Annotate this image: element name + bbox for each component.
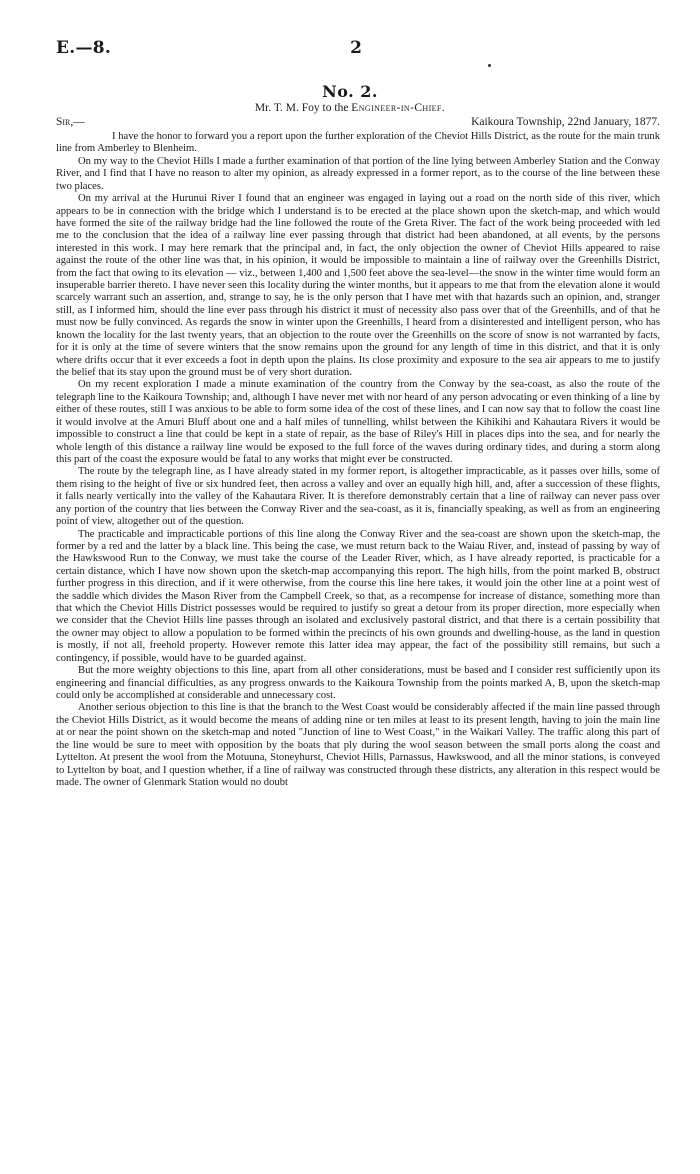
paragraph: Another serious objection to this line is that the branch to the West Coast would be considerably affected if the main line passed through the Cheviot Hills District, as it would become the means of adding nine or ten miles at least to its present length, having to join the main line at or near the point shown on the sketch-map and noted "Junction of line to West Coast," in the Waikari Valley. The traffic along this part of the line would be sure to meet with opposition by the boats that ply during the wool season between the small ports along the coast and Lyttelton. At present the wool from the Motuuna, Stoneyhurst, Cheviot Hills, Parnassus, Hawkswood, and all the minor stations, is conveyed to Lyttelton by boat, and I question whether, if a line of railway was constructed through these districts, any alteration in this respect would be made. The owner of Glenmark Station would no doubt — [56, 702, 660, 788]
paragraph: On my arrival at the Hurunui River I found that an engineer was engaged in laying out a road on the north side of this river, which appears to be in connection with the bridge which I understand is to be erected at the place shown upon the sketch-map, and which would have formed the site of the railway bridge had the line followed the route of the Greta River. The fact of the work being proceeded with led me to the conclusion that the idea of a railway line ever passing through that district had been abandoned, at all events, by the persons interested in this work. I may here remark that the principal and, in fact, the only objection the owner of Cheviot Hills appeared to raise against the route of the other line was that, in his opinion, it would be impossible to maintain a line of railway over the Greenhills District, from the fact that owing to its elevation — viz., between 1,400 and 1,500 feet above the sea-level—the snow in the winter time would form an insuperable barrier thereto. I have never seen this locality during the winter months, but it appears to me that from the elevation alone it would scarcely warrant such an assertion, and, strange to say, he is the only person that I have met with that hazards such an opinion, and, stranger still, as I informed him, should the line ever pass through his district it must of necessity also pass over that of the Greenhills, and of that he must now be fully convinced. As regards the snow in winter upon the Greenhills, I heard from a disinterested and intelligent person, who has known the locality for the last twenty years, that an objection to the route over the Greenhills on the score of snow is not warranted by facts, for it is only at the time of severe winters that the snow remains upon the ground for any length of time in this district, and that it is only where drifts occur that it ever exceeds a foot in depth upon the plains. Its close proximity and exposure to the sea air appears to me to justify the belief that its stay upon the ground must be of very short duration. — [56, 193, 660, 379]
place-date: Kaikoura Township, 22nd January, 1877. — [471, 116, 660, 128]
paragraph: I have the honor to forward you a report upon the further exploration of the Cheviot Hills District, as the route for the main trunk line from Amberley to Blenheim. — [56, 131, 660, 155]
page-header — [56, 38, 656, 62]
document-reference: E.—8. — [56, 38, 112, 58]
paragraph: But the more weighty objections to this line, apart from all other considerations, must be based and I consider rest sufficiently upon its engineering and financial difficulties, as any progress onwards to the Kaikoura Township from the points marked A, B, upon the sketch-map could only be accomplished at considerable and unnecessary cost. — [56, 665, 660, 701]
paragraph: The practicable and impracticable portions of this line along the Conway River and the sea-coast are shown upon the sketch-map, the former by a red and the latter by a black line. This being the case, we must return back to the Waiau River, and, instead of passing by way of the Hawkswood Run to the Conway, we must take the course of the Leader River, which, as I have already reported, is practicable for a certain distance, which I have now shown upon the sketch-map accompanying this report. The high hills, from the point marked B, obstruct further progress in this direction, and if it were otherwise, from the course this line here takes, it would join the other line at a point west of the saddle which divides the Mason River from the Campbell Creek, so that, as a recompense for increase of distance, something more than that which the Cheviot Hills District possesses would be required to justify so great a detour from its proper direction, more especially when we consider that the Cheviot Hills line passes through an isolated and exclusively pastoral district, and that there is a certain possibility that the owner may object to allow a population to be formed within the precincts of his own grounds and dwelling-house, as the land in question is mostly, if not all, freehold property. However remote this latter idea may appear, the fact of the possibility still remains, but such a contingency, if possible, would have to be guarded against. — [56, 528, 660, 664]
ink-speck — [488, 64, 491, 67]
recipient: Engineer-in-Chief. — [351, 102, 446, 114]
letter-body — [56, 131, 660, 789]
paragraph: On my way to the Cheviot Hills I made a further examination of that portion of the line lying between Amberley Station and the Conway River, and I find that I have no reason to alter my opinion, as already expressed in a former report, as to the course of the line between these two places. — [56, 155, 660, 192]
salutation: Sir,— — [56, 116, 85, 128]
sender: Mr. T. M. Foy to the — [254, 102, 352, 114]
document-number: No. 2. — [322, 82, 378, 101]
sender-recipient-line — [0, 102, 700, 114]
page-number: 2 — [350, 38, 362, 58]
paragraph: The route by the telegraph line, as I have already stated in my former report, is altogether impracticable, as it passes over hills, some of them rising to the height of five or six hundred feet, then across a valley and over an equally high hill, and, after a succession of these flights, it falls nearly vertically into the valley of the Kahautara River. It is therefore demonstrably certain that a line of railway can never pass over any portion of the country that lies between the Conway River and the sea-coast, as it is, financially speaking, as well as from an engineering point of view, altogether out of the question. — [56, 466, 660, 528]
paragraph: On my recent exploration I made a minute examination of the country from the Conway by the sea-coast, as also the route of the telegraph line to the Kaikoura Township; and, although I have never met with nor heard of any person advocating or even thinking of a line by either of these routes, still I was anxious to be able to form some idea of the cost of these lines, and I can now say that to follow the coast line it would involve at the Amuri Bluff about one and a half miles of tunnelling, whilst between the Kihikihi and Kahautara Rivers it would be impossible to construct a line that could be kept in a state of repair, as the base of Riley's Hill in places dips into the sea, and for nearly the whole length of this distance a railway line would be exposed to the full force of the waves during ordinary tides, and during a storm along this part of the coast the exposure would be fatal to any works that might ever be constructed. — [56, 379, 660, 465]
